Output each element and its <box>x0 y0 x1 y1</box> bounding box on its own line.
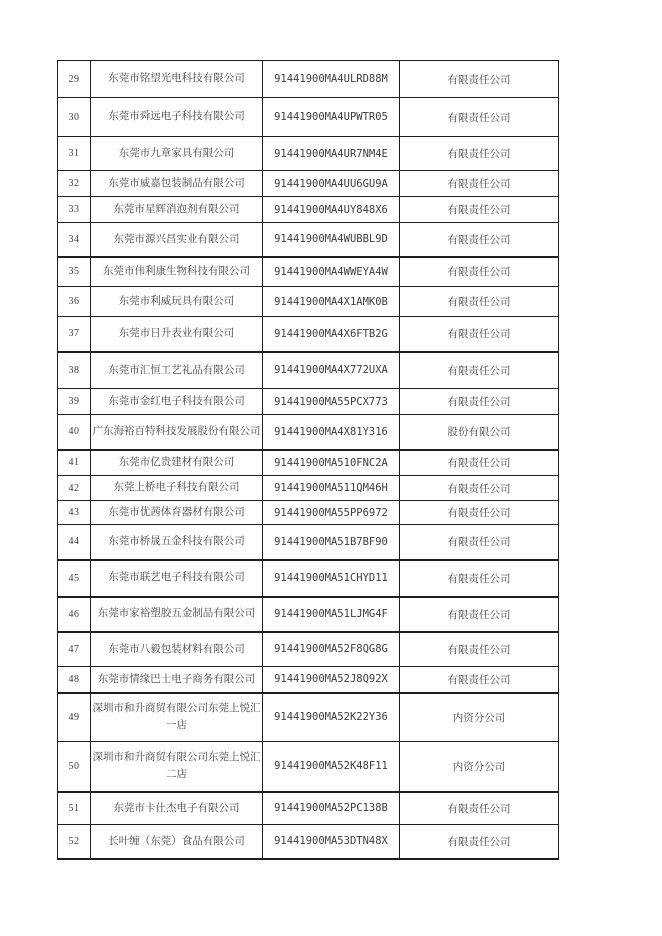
company-type-cell: 有限责任公司 <box>400 389 559 415</box>
row-number-cell: 35 <box>58 257 91 287</box>
company-type-cell: 有限责任公司 <box>400 792 559 825</box>
row-number-cell: 41 <box>58 450 91 476</box>
credit-code-cell: 91441900MA52K22Y36 <box>263 693 400 742</box>
company-type-cell: 有限责任公司 <box>400 667 559 693</box>
company-name-cell: 东莞市八毅包装材料有限公司 <box>91 632 263 667</box>
row-number-cell: 33 <box>58 197 91 223</box>
company-type-cell: 有限责任公司 <box>400 501 559 525</box>
company-name-cell: 东莞市卡仕杰电子有限公司 <box>91 792 263 825</box>
company-name-cell: 东莞市家裕塑胶五金制品有限公司 <box>91 597 263 632</box>
table-row <box>58 476 559 501</box>
table-row <box>58 61 559 98</box>
table-row <box>58 667 559 693</box>
table-row <box>58 792 559 825</box>
company-type-cell: 有限责任公司 <box>400 257 559 287</box>
row-number-cell: 36 <box>58 287 91 317</box>
company-type-cell: 有限责任公司 <box>400 98 559 137</box>
company-type-cell: 有限责任公司 <box>400 287 559 317</box>
company-name-cell: 东莞市汇恒工艺礼品有限公司 <box>91 352 263 389</box>
credit-code-cell: 91441900MA510FNC2A <box>263 450 400 476</box>
credit-code-cell: 91441900MA4X772UXA <box>263 352 400 389</box>
company-type-cell: 有限责任公司 <box>400 352 559 389</box>
table-row <box>58 450 559 476</box>
credit-code-cell: 91441900MA4WWEYA4W <box>263 257 400 287</box>
table-row <box>58 742 559 792</box>
row-number-cell: 30 <box>58 98 91 137</box>
credit-code-cell: 91441900MA52F8QG8G <box>263 632 400 667</box>
company-type-cell: 有限责任公司 <box>400 171 559 197</box>
row-number-cell: 48 <box>58 667 91 693</box>
company-registry-table <box>57 60 559 860</box>
table-row <box>58 501 559 525</box>
company-type-cell: 内资分公司 <box>400 742 559 792</box>
company-type-cell: 内资分公司 <box>400 693 559 742</box>
row-number-cell: 44 <box>58 525 91 560</box>
credit-code-cell: 91441900MA4UR7NM4E <box>263 137 400 171</box>
company-name-cell: 东莞市源兴昌实业有限公司 <box>91 223 263 257</box>
company-name-cell: 东莞市日升表业有限公司 <box>91 317 263 352</box>
company-name-cell: 东莞市九章家具有限公司 <box>91 137 263 171</box>
company-name-cell: 长叶缠（东莞）食品有限公司 <box>91 825 263 859</box>
company-name-cell: 东莞市铭望光电科技有限公司 <box>91 61 263 98</box>
credit-code-cell: 91441900MA4UY848X6 <box>263 197 400 223</box>
spreadsheet-area <box>57 60 559 860</box>
company-name-cell: 深圳市和升商贸有限公司东莞上悦汇一店 <box>91 693 263 742</box>
company-type-cell: 有限责任公司 <box>400 825 559 859</box>
company-type-cell: 有限责任公司 <box>400 137 559 171</box>
credit-code-cell: 91441900MA51CHYD11 <box>263 560 400 597</box>
row-number-cell: 43 <box>58 501 91 525</box>
company-name-cell: 东莞市优茜体育器材有限公司 <box>91 501 263 525</box>
table-row <box>58 171 559 197</box>
table-row <box>58 137 559 171</box>
table-row <box>58 197 559 223</box>
credit-code-cell: 91441900MA51LJMG4F <box>263 597 400 632</box>
table-row <box>58 317 559 352</box>
credit-code-cell: 91441900MA53DTN48X <box>263 825 400 859</box>
company-type-cell: 有限责任公司 <box>400 525 559 560</box>
company-name-cell: 东莞市亿贵建材有限公司 <box>91 450 263 476</box>
table-row <box>58 693 559 742</box>
credit-code-cell: 91441900MA4X6FTB2G <box>263 317 400 352</box>
credit-code-cell: 91441900MA4WUBBL9D <box>263 223 400 257</box>
company-type-cell: 有限责任公司 <box>400 223 559 257</box>
company-name-cell: 东莞市利威玩具有限公司 <box>91 287 263 317</box>
credit-code-cell: 91441900MA52PC138B <box>263 792 400 825</box>
table-row <box>58 525 559 560</box>
table-body <box>58 61 559 859</box>
row-number-cell: 31 <box>58 137 91 171</box>
table-row <box>58 560 559 597</box>
table-row <box>58 98 559 137</box>
company-name-cell: 东莞上桥电子科技有限公司 <box>91 476 263 501</box>
credit-code-cell: 91441900MA4X81Y316 <box>263 415 400 450</box>
row-number-cell: 49 <box>58 693 91 742</box>
company-name-cell: 东莞市威嘉包装制品有限公司 <box>91 171 263 197</box>
company-name-cell: 东莞市联艺电子科技有限公司 <box>91 560 263 597</box>
table-row <box>58 389 559 415</box>
company-type-cell: 有限责任公司 <box>400 597 559 632</box>
table-row <box>58 597 559 632</box>
company-type-cell: 有限责任公司 <box>400 560 559 597</box>
table-row <box>58 632 559 667</box>
row-number-cell: 52 <box>58 825 91 859</box>
row-number-cell: 32 <box>58 171 91 197</box>
row-number-cell: 47 <box>58 632 91 667</box>
row-number-cell: 45 <box>58 560 91 597</box>
credit-code-cell: 91441900MA4X1AMK0B <box>263 287 400 317</box>
company-type-cell: 有限责任公司 <box>400 61 559 98</box>
row-number-cell: 40 <box>58 415 91 450</box>
credit-code-cell: 91441900MA4ULRD88M <box>263 61 400 98</box>
credit-code-cell: 91441900MA51B7BF90 <box>263 525 400 560</box>
table-row <box>58 223 559 257</box>
row-number-cell: 37 <box>58 317 91 352</box>
credit-code-cell: 91441900MA55PP6972 <box>263 501 400 525</box>
company-type-cell: 股份有限公司 <box>400 415 559 450</box>
row-number-cell: 50 <box>58 742 91 792</box>
credit-code-cell: 91441900MA4UU6GU9A <box>263 171 400 197</box>
row-number-cell: 29 <box>58 61 91 98</box>
credit-code-cell: 91441900MA4UPWTR05 <box>263 98 400 137</box>
credit-code-cell: 91441900MA52K48F11 <box>263 742 400 792</box>
company-type-cell: 有限责任公司 <box>400 197 559 223</box>
table-row <box>58 415 559 450</box>
company-name-cell: 东莞市舜远电子科技有限公司 <box>91 98 263 137</box>
row-number-cell: 34 <box>58 223 91 257</box>
company-name-cell: 东莞市情缘巴士电子商务有限公司 <box>91 667 263 693</box>
company-type-cell: 有限责任公司 <box>400 317 559 352</box>
row-number-cell: 38 <box>58 352 91 389</box>
credit-code-cell: 91441900MA511QM46H <box>263 476 400 501</box>
row-number-cell: 46 <box>58 597 91 632</box>
company-type-cell: 有限责任公司 <box>400 476 559 501</box>
company-name-cell: 东莞市金红电子科技有限公司 <box>91 389 263 415</box>
row-number-cell: 42 <box>58 476 91 501</box>
table-row <box>58 257 559 287</box>
credit-code-cell: 91441900MA52J8Q92X <box>263 667 400 693</box>
credit-code-cell: 91441900MA55PCX773 <box>263 389 400 415</box>
table-row <box>58 352 559 389</box>
company-type-cell: 有限责任公司 <box>400 450 559 476</box>
company-name-cell: 东莞市桥晟五金科技有限公司 <box>91 525 263 560</box>
company-type-cell: 有限责任公司 <box>400 632 559 667</box>
table-row <box>58 825 559 859</box>
company-name-cell: 东莞市星辉消泡剂有限公司 <box>91 197 263 223</box>
table-row <box>58 287 559 317</box>
company-name-cell: 深圳市和升商贸有限公司东莞上悦汇二店 <box>91 742 263 792</box>
company-name-cell: 广东海裕百特科技发展股份有限公司 <box>91 415 263 450</box>
row-number-cell: 51 <box>58 792 91 825</box>
company-name-cell: 东莞市伟利康生物科技有限公司 <box>91 257 263 287</box>
row-number-cell: 39 <box>58 389 91 415</box>
